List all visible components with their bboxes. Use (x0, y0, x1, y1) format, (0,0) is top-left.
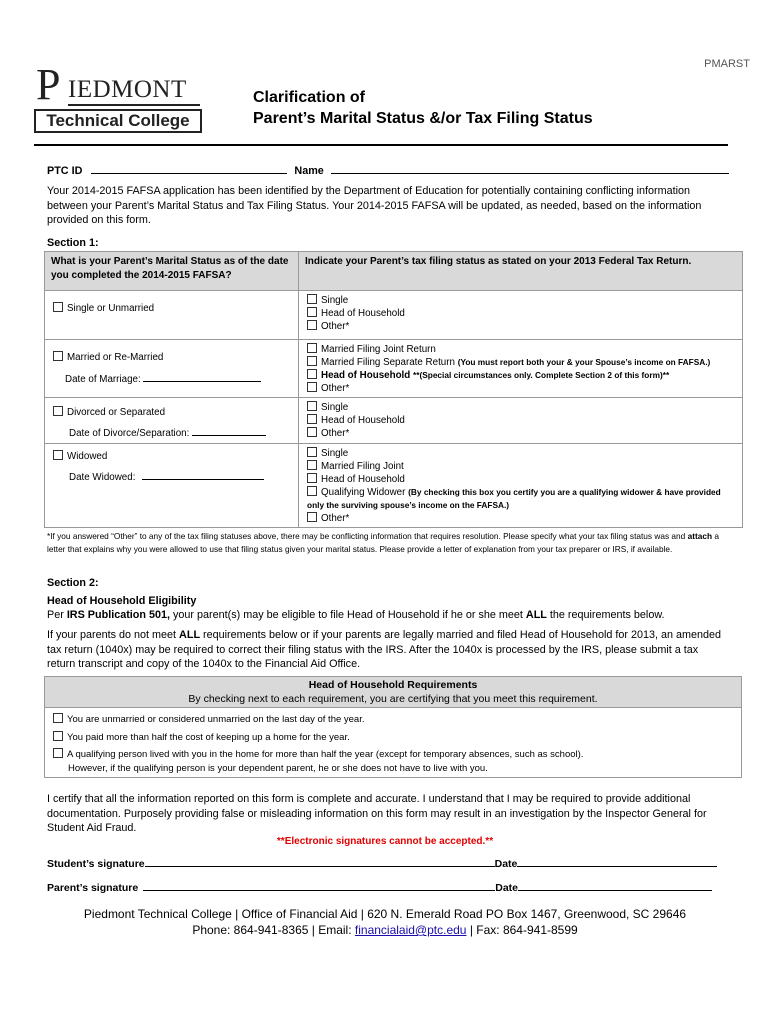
divorce-date-field[interactable] (192, 426, 266, 436)
status-divorced-cell: Divorced or Separated Date of Divorce/Separation: (45, 398, 299, 444)
widowed-checkbox[interactable] (53, 450, 63, 460)
tax-options-divorced: Single Head of Household Other* (299, 398, 743, 444)
id-name-line (47, 164, 729, 179)
separate-return-checkbox[interactable] (307, 356, 317, 366)
status-widowed-cell: Widowed Date Widowed: (45, 444, 299, 528)
section1-footnote: *If you answered “Other” to any of the tax filing statuses above, there may be conflicting information that requires resolution. Please specify what your tax filing status was and attach a letter that explains why you were allowed to use that filing status given your marital status. Please provide a letter of explanation from your tax preparer or IRS, if available. (47, 531, 719, 554)
student-signature-field[interactable] (145, 857, 495, 867)
hoh-option-checkbox[interactable] (307, 307, 317, 317)
footer-address: Piedmont Technical College | Office of Financial Aid | 620 N. Emerald Road PO Box 1467, Greenwood, SC 29646 (83, 907, 687, 921)
requirement-note: However, if the qualifying person is your dependent parent, he or she does not have to live with you. (68, 762, 488, 774)
widowed-hoh-checkbox[interactable] (307, 473, 317, 483)
name-label: Name (294, 165, 324, 177)
parent-date-field[interactable] (518, 881, 712, 891)
footer-contact: Phone: 864-941-8365 | Email: financialaid@ptc.edu | Fax: 864-941-8599 (192, 923, 578, 937)
widowed-date-field[interactable] (142, 470, 264, 480)
section2-heading: Section 2: (47, 577, 99, 589)
logo-name: IEDMONT (68, 76, 187, 103)
esign-warning: **Electronic signatures cannot be accepted.** (276, 836, 494, 847)
hoh-eligibility-heading: Head of Household Eligibility (47, 595, 197, 607)
document-code: PMARST (704, 58, 750, 70)
married-hoh-checkbox[interactable] (307, 369, 317, 379)
tax-options-single: Single Head of Household Other* (299, 291, 743, 340)
intro-paragraph: Your 2014-2015 FAFSA application has been identified by the Department of Education for potentially containing conflicting information between your Parent’s Marital Status and Tax Filing Status. Your 2014-2015 FAFSA will be updated, as needed, based on the information provided on this form. (47, 185, 702, 226)
marital-status-header: What is your Parent’s Marital Status as of the date you completed the 2014-2015 FAFSA? (45, 252, 299, 291)
section1-heading: Section 1: (47, 237, 99, 249)
requirement-2-checkbox[interactable] (53, 731, 63, 741)
requirement-3-checkbox[interactable] (53, 748, 63, 758)
married-checkbox[interactable] (53, 351, 63, 361)
certification-text: I certify that all the information reported on this form is complete and accurate. I understand that I may be required to provide additional documentation. Purposely providing false or misleading information on this form may result in an investigation by the Inspector General for Student Aid Fraud. (47, 793, 707, 834)
divorced-single-checkbox[interactable] (307, 401, 317, 411)
single-unmarried-checkbox[interactable] (53, 302, 63, 312)
joint-return-checkbox[interactable] (307, 343, 317, 353)
email-link[interactable]: financialaid@ptc.edu (354, 923, 467, 937)
divorced-checkbox[interactable] (53, 406, 63, 416)
tax-status-header: Indicate your Parent’s tax filing status as stated on your 2013 Federal Tax Return. (299, 252, 743, 291)
parent-signature-line: Parent’s signature Date (47, 881, 712, 894)
tax-options-married: Married Filing Joint Return Married Filing Separate Return (You must report both your & your Spouse’s income on FAFSA.) Head of Household **(Special circumstances only. Complete Section 2 of this form)** Other* (299, 340, 743, 398)
status-married-cell: Married or Re-Married Date of Marriage: (45, 340, 299, 398)
title-divider (34, 144, 728, 146)
parent-signature-field[interactable] (143, 881, 495, 891)
hoh-requirements-box: Head of Household Requirements By checking next to each requirement, you are certifying that you meet this requirement. You are unmarried or considered unmarried on the last day of the year. You paid more than half the cost of keeping up a home for the year. A qualifying person lived with you in the home for more than half the year (except for temporary absences, such as school). However, if the qualifying person is your dependent parent, he or she does not have to live with you. (44, 676, 742, 778)
marriage-date-field[interactable] (143, 372, 261, 382)
status-single-cell: Single or Unmarried (45, 291, 299, 340)
widowed-joint-checkbox[interactable] (307, 460, 317, 470)
section1-table (44, 251, 743, 528)
requirement-1-checkbox[interactable] (53, 713, 63, 723)
qualifying-widower-checkbox[interactable] (307, 486, 317, 496)
married-other-checkbox[interactable] (307, 382, 317, 392)
widowed-other-checkbox[interactable] (307, 512, 317, 522)
name-field[interactable] (331, 164, 729, 174)
student-date-field[interactable] (517, 857, 717, 867)
single-option-checkbox[interactable] (307, 294, 317, 304)
ptc-id-label: PTC ID (47, 165, 83, 177)
logo-initial: P (36, 60, 61, 109)
ptc-id-field[interactable] (91, 164, 287, 174)
divorced-hoh-checkbox[interactable] (307, 414, 317, 424)
tax-options-widowed: Single Married Filing Joint Head of Household Qualifying Widower (By checking this box you certify you are a qualifying widower & have provided only the surviving spouse’s income on the FAFSA.) Other* (299, 444, 743, 528)
college-logo (34, 60, 204, 134)
amended-return-text: If your parents do not meet ALL requirements below or if your parents are legally married and filed Head of Household for 2013, an amended tax return (1040x) may be required to correct their filing status with the IRS. After the 1040x is processed by the IRS, please submit a tax return transcript and copy of the 1040x to the Financial Aid Office. (47, 629, 721, 670)
student-signature-line: Student’s signature Date (47, 857, 717, 870)
hoh-eligibility-text: Per IRS Publication 501, your parent(s) may be eligible to file Head of Household if he or she meet ALL the requirements below. (47, 609, 665, 621)
widowed-single-checkbox[interactable] (307, 447, 317, 457)
hoh-requirements-header: Head of Household Requirements By checking next to each requirement, you are certifying that you meet this requirement. (45, 677, 741, 708)
divorced-other-checkbox[interactable] (307, 427, 317, 437)
other-option-checkbox[interactable] (307, 320, 317, 330)
form-title: Clarification of Parent’s Marital Status &/or Tax Filing Status (253, 89, 593, 127)
logo-subtitle: Technical College (34, 109, 202, 133)
